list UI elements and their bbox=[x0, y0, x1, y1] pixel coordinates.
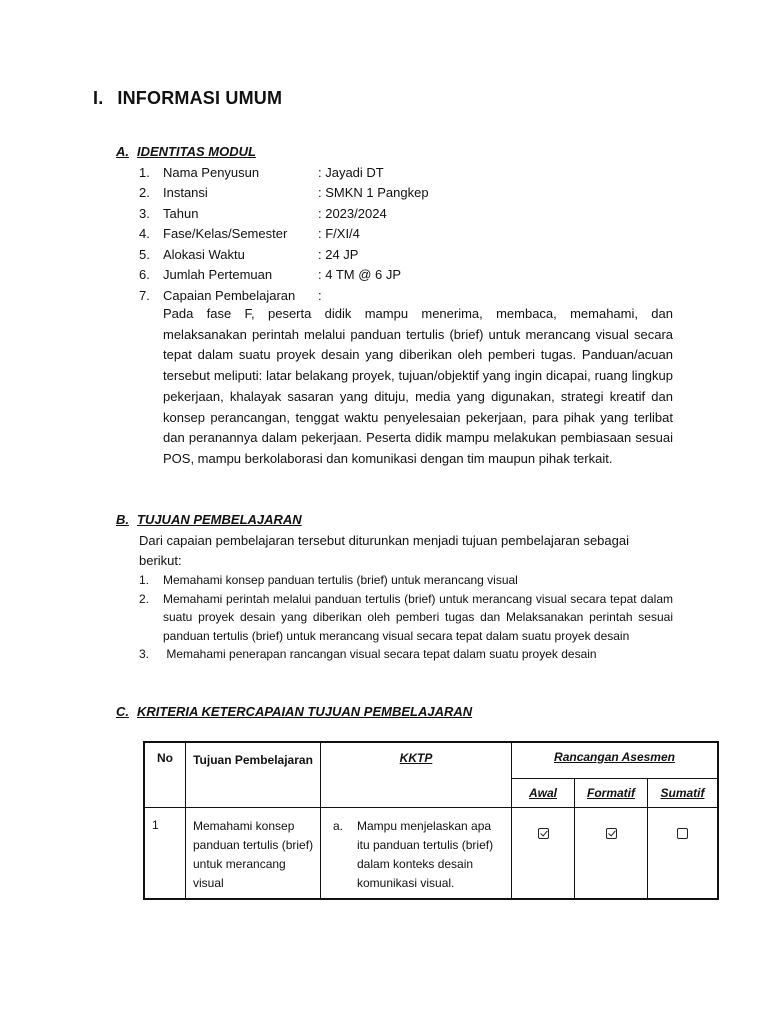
main-title-text: INFORMASI UMUM bbox=[117, 88, 283, 108]
identity-row: 3. Tahun : 2023/2024 bbox=[139, 205, 387, 221]
identity-list bbox=[139, 162, 429, 306]
list-item: 3. Memahami penerapan rancangan visual secara tepat dalam suatu proyek desain bbox=[139, 647, 597, 661]
list-item: 1. Memahami konsep panduan tertulis (brief) untuk merancang visual bbox=[139, 573, 518, 587]
table-header-row bbox=[144, 742, 718, 779]
identity-row: 7. Capaian Pembelajaran : bbox=[139, 287, 322, 303]
section-a-title: IDENTITAS MODUL bbox=[137, 144, 256, 159]
section-c-letter: C. bbox=[116, 704, 129, 719]
section-b-title: TUJUAN PEMBELAJARAN bbox=[137, 512, 302, 527]
header-sumatif: Sumatif bbox=[648, 779, 719, 808]
header-formatif: Formatif bbox=[575, 779, 648, 808]
cell-sumatif bbox=[648, 808, 719, 900]
kktp-item: a. Mampu menjelaskan apa itu panduan tertulis (brief) dalam konteks desain komunikasi visual. bbox=[333, 819, 494, 890]
cell-formatif bbox=[575, 808, 648, 900]
section-b-letter: B. bbox=[116, 512, 129, 527]
main-title-number: I. bbox=[93, 88, 104, 108]
kktp-table bbox=[143, 741, 719, 900]
cell-kktp bbox=[321, 808, 512, 900]
header-tujuan: Tujuan Pembelajaran bbox=[186, 742, 321, 808]
section-c-title: KRITERIA KETERCAPAIAN TUJUAN PEMBELAJARAN bbox=[137, 704, 473, 719]
header-asesmen: Rancangan Asesmen bbox=[512, 742, 719, 779]
awal-checkbox[interactable] bbox=[538, 828, 549, 839]
cell-awal bbox=[512, 808, 575, 900]
goal-list bbox=[139, 571, 673, 664]
main-title bbox=[93, 88, 282, 109]
table-row bbox=[144, 808, 718, 900]
header-no: No bbox=[144, 742, 186, 808]
identity-row: 5. Alokasi Waktu : 24 JP bbox=[139, 246, 359, 262]
header-awal: Awal bbox=[512, 779, 575, 808]
section-b-heading bbox=[116, 512, 302, 527]
section-a-letter: A. bbox=[116, 144, 129, 159]
identity-row: 2. Instansi : SMKN 1 Pangkep bbox=[139, 185, 429, 201]
header-kktp: KKTP bbox=[321, 742, 512, 808]
identity-row: 6. Jumlah Pertemuan : 4 TM @ 6 JP bbox=[139, 267, 402, 283]
capaian-paragraph: Pada fase F, peserta didik mampu menerima, membaca, memahami, dan melaksanakan perintah melalui panduan tertulis (brief) untuk merancang visual secara tepat dalam suatu proyek desain yang diberikan oleh pemberi tugas. Panduan/acuan tersebut meliputi: latar belakang proyek, tujuan/objektif yang ingin dicapai, ruang lingkup pekerjaan, khalayak sasaran yang dituju, media yang digunakan, strategi kreatif dan konsep perancangan, tenggat waktu penyelesaian pekerjaan, para pihak yang terlibat dan peranannya dalam pekerjaan. Peserta didik mampu melakukan pembiasaan sesuai POS, mampu berkolaborasi dan komunikasi dengan tim maupun pihak terkait. bbox=[163, 306, 673, 466]
identity-row: 4. Fase/Kelas/Semester : F/XI/4 bbox=[139, 226, 360, 242]
section-c-heading bbox=[116, 704, 472, 719]
section-a-heading bbox=[116, 144, 256, 159]
sumatif-checkbox[interactable] bbox=[677, 828, 688, 839]
cell-tujuan: Memahami konsep panduan tertulis (brief) untuk merancang visual bbox=[186, 808, 321, 900]
cell-no: 1 bbox=[144, 808, 186, 900]
list-item: 2. Memahami perintah melalui panduan tertulis (brief) untuk merancang visual secara tepat dalam suatu proyek desain yang diberikan oleh pemberi tugas dan Melaksanakan perintah sesuai panduan tertulis (brief) untuk merancang visual secara tepat dalam suatu proyek desain bbox=[139, 591, 673, 643]
formatif-checkbox[interactable] bbox=[606, 828, 617, 839]
tujuan-intro: Dari capaian pembelajaran tersebut diturunkan menjadi tujuan pembelajaran sebagai berikut: bbox=[139, 533, 629, 568]
identity-row: 1. Nama Penyusun : Jayadi DT bbox=[139, 164, 384, 180]
